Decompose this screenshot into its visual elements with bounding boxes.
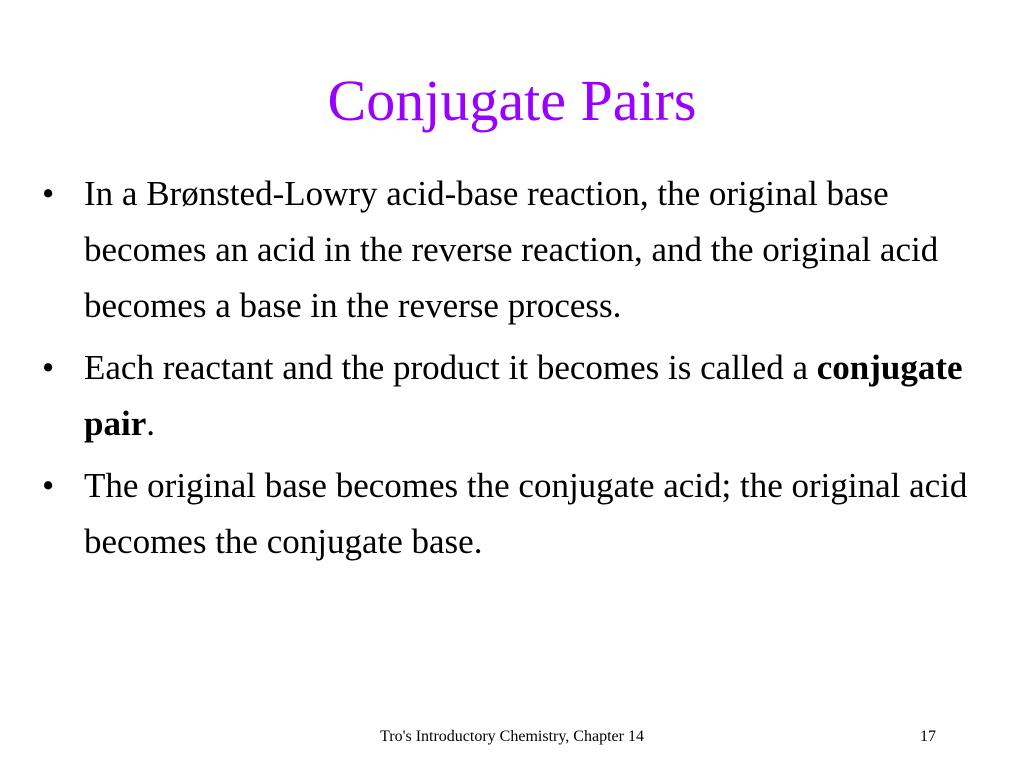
footer-text: Tro's Introductory Chemistry, Chapter 14: [380, 728, 644, 745]
bullet-text-1: In a Brønsted-Lowry acid-base reaction, the original base becomes an acid in the reverse reaction, and the original acid becomes a base in the reverse process.: [84, 174, 939, 325]
bullet-list: [40, 166, 980, 576]
bullet-icon: •: [42, 348, 55, 387]
slide-title: Conjugate Pairs: [327, 68, 697, 133]
bullet-icon: •: [42, 466, 55, 505]
bullet-text-2-after: .: [146, 404, 155, 443]
bullet-item-3: [40, 458, 980, 570]
page-number: 17: [920, 728, 936, 745]
bullet-text-3: The original base becomes the conjugate acid; the original acid becomes the conjugate base.: [84, 466, 968, 561]
bullet-icon: •: [42, 174, 55, 213]
bullet-item-2: [40, 340, 980, 452]
bullet-text-2-bold: conjugate pair: [84, 348, 963, 443]
bullet-text-2-before: Each reactant and the product it becomes is called a: [84, 348, 817, 387]
bullet-item-1: [40, 166, 980, 334]
